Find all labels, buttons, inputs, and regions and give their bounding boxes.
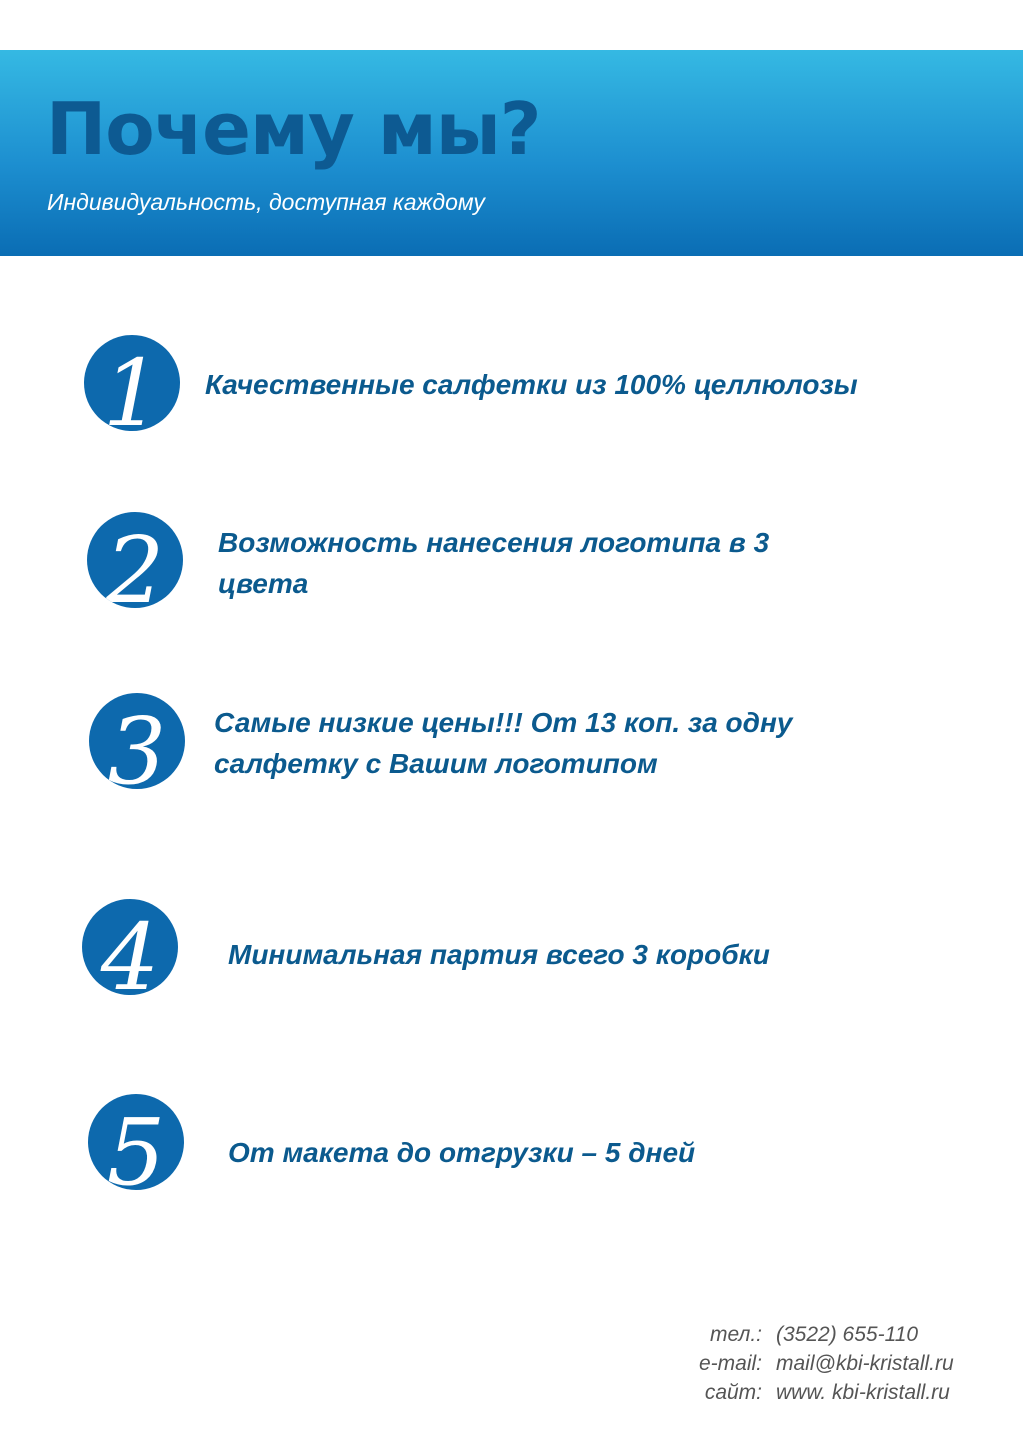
item-text-2: Возможность нанесения логотипа в 3 цвета xyxy=(218,527,770,599)
contact-row-email xyxy=(650,1349,990,1378)
item-text-5: От макета до отгрузки – 5 дней xyxy=(228,1137,696,1168)
email-label: e-mail: xyxy=(698,1352,762,1375)
phone-value: (3522) 655-110 xyxy=(776,1323,919,1346)
page-subtitle: Индивидуальность, доступная каждому xyxy=(47,189,485,215)
header-banner xyxy=(0,50,1023,256)
item-text-4: Минимальная партия всего 3 коробки xyxy=(228,939,770,970)
number-badge-2: 2 xyxy=(87,512,183,608)
number-badge-5: 5 xyxy=(88,1094,184,1190)
site-value: www. kbi-kristall.ru xyxy=(776,1381,950,1404)
contact-row-site xyxy=(650,1378,990,1407)
contact-block xyxy=(650,1320,990,1407)
page-title: Почему мы? xyxy=(46,87,541,171)
number-badge-1: 1 xyxy=(84,335,180,431)
phone-label: тел.: xyxy=(710,1323,762,1346)
item-text-3: Самые низкие цены!!! От 13 коп. за одну салфетку с Вашим логотипом xyxy=(214,707,793,779)
contact-row-phone xyxy=(650,1320,990,1349)
email-value: mail@kbi-kristall.ru xyxy=(776,1352,954,1375)
number-badge-3: 3 xyxy=(89,693,185,789)
site-label: сайт: xyxy=(704,1381,762,1404)
item-text-1: Качественные салфетки из 100% целлюлозы xyxy=(205,369,858,400)
number-badge-4: 4 xyxy=(82,899,178,995)
